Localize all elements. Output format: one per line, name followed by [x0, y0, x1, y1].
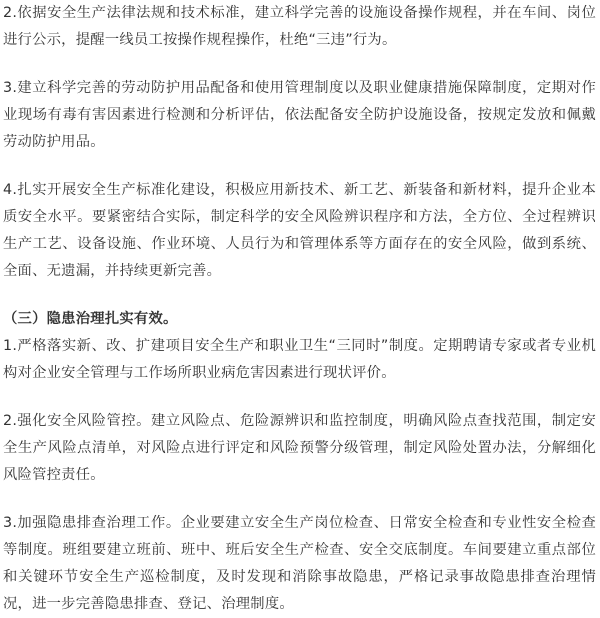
section-heading-hazard-governance: （三）隐患治理扎实有效。: [3, 311, 178, 327]
paragraph-item-2: 2.依据安全生产法律法规和技术标准，建立科学完善的设施设备操作规程，并在车间、岗位进行公示，提醒一线员工按操作规程操作，杜绝“三违”行为。: [3, 5, 596, 48]
paragraph-item-3: 3.建立科学完善的劳动防护用品配备和使用管理制度以及职业健康措施保障制度，定期对作业现场有毒有害因素进行检测和分析评估，依法配备安全防护设施设备，按规定发放和佩戴劳动防护用品。: [3, 80, 596, 150]
paragraph-item-4: 4.扎实开展安全生产标准化建设，积极应用新技术、新工艺、新装备和新材料，提升企业本质安全水平。要紧密结合实际，制定科学的安全风险辨识程序和方法，全方位、全过程辨识生产工艺、设备设施、作业环境、人员行为和管理体系等方面存在的安全风险，做到系统、全面、无遗漏，并持续更新完善。: [3, 182, 596, 279]
paragraph-hazard-item-3: 3.加强隐患排查治理工作。企业要建立安全生产岗位检查、日常安全检查和专业性安全检查等制度。班组要建立班前、班中、班后安全生产检查、安全交底制度。车间要建立重点部位和关键环节安全生产巡检制度，及时发现和消除事故隐患，严格记录事故隐患排查治理情况，进一步完善隐患排查、登记、治理制度。: [3, 515, 596, 612]
paragraph-hazard-item-2: 2.强化安全风险管控。建立风险点、危险源辨识和监控制度，明确风险点查找范围，制定安全生产风险点清单，对风险点进行评定和风险预警分级管理，制定风险处置办法，分解细化风险管控责任。: [3, 413, 596, 483]
paragraph-hazard-item-1: 1.严格落实新、改、扩建项目安全生产和职业卫生“三同时”制度。定期聘请专家或者专业机构对企业安全管理与工作场所职业病危害因素进行现状评价。: [3, 338, 596, 381]
